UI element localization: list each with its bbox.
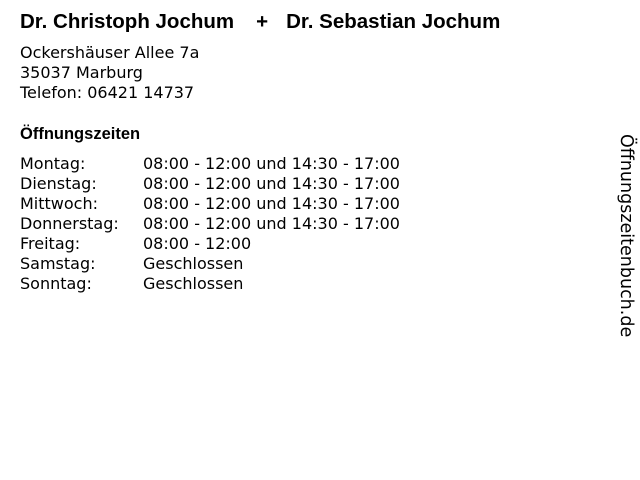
- day-hours: 08:00 - 12:00 und 14:30 - 17:00: [143, 174, 400, 193]
- day-hours: Geschlossen: [143, 274, 244, 293]
- hours-row-sunday: [20, 274, 400, 294]
- day-label: Freitag:: [20, 234, 81, 253]
- hours-row-friday: [20, 234, 400, 254]
- hours-row-thursday: [20, 214, 400, 234]
- opening-hours-heading: Öffnungszeiten: [20, 125, 141, 143]
- doctor-name-right: Dr. Sebastian Jochum: [286, 10, 501, 33]
- address-block: [20, 43, 199, 103]
- day-label: Sonntag:: [20, 274, 92, 293]
- watermark-text: Öffnungszeitenbuch.de: [616, 134, 636, 338]
- opening-hours-table: [20, 154, 400, 294]
- hours-row-saturday: [20, 254, 400, 274]
- day-hours: 08:00 - 12:00 und 14:30 - 17:00: [143, 214, 400, 233]
- address-phone: Telefon: 06421 14737: [20, 83, 195, 102]
- day-label: Samstag:: [20, 254, 96, 273]
- day-label: Dienstag:: [20, 174, 97, 193]
- day-hours: 08:00 - 12:00 und 14:30 - 17:00: [143, 194, 400, 213]
- title-separator: +: [256, 10, 269, 33]
- hours-row-monday: [20, 154, 400, 174]
- address-city: 35037 Marburg: [20, 63, 143, 82]
- hours-row-wednesday: [20, 194, 400, 214]
- day-label: Donnerstag:: [20, 214, 119, 233]
- practice-title: [20, 9, 500, 35]
- hours-row-tuesday: [20, 174, 400, 194]
- address-street: Ockershäuser Allee 7a: [20, 43, 200, 62]
- day-label: Mittwoch:: [20, 194, 98, 213]
- day-label: Montag:: [20, 154, 86, 173]
- day-hours: 08:00 - 12:00 und 14:30 - 17:00: [143, 154, 400, 173]
- doctor-name-left: Dr. Christoph Jochum: [20, 10, 235, 33]
- day-hours: 08:00 - 12:00: [143, 234, 252, 253]
- site-watermark: [611, 134, 637, 364]
- day-hours: Geschlossen: [143, 254, 244, 273]
